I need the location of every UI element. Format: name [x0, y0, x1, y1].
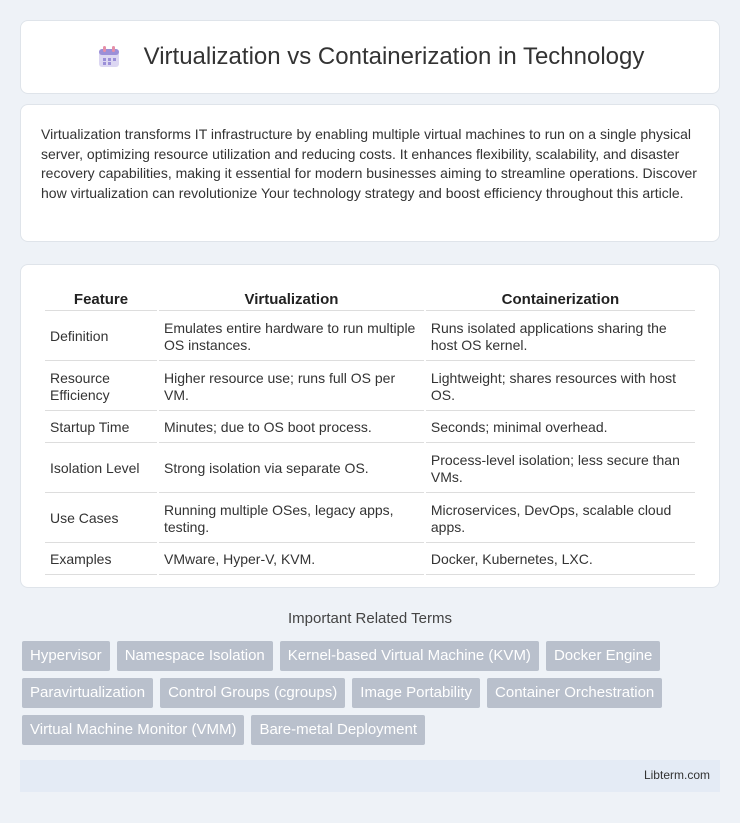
virtualization-cell: VMware, Hyper-V, KVM.: [159, 545, 424, 575]
feature-cell: Resource Efficiency: [45, 363, 157, 411]
containerization-cell: Process-level isolation; less secure than VMs.: [426, 445, 695, 493]
virtualization-cell: Minutes; due to OS boot process.: [159, 413, 424, 443]
title-card: [20, 20, 720, 94]
containerization-cell: Lightweight; shares resources with host OS.: [426, 363, 695, 411]
footer-site-link[interactable]: Libterm.com: [643, 768, 710, 782]
containerization-cell: Microservices, DevOps, scalable cloud apps.: [426, 495, 695, 543]
related-terms-list: [22, 641, 722, 745]
comparison-table: [43, 285, 697, 577]
term-tag[interactable]: Image Portability: [352, 678, 480, 708]
intro-card: [20, 104, 720, 242]
feature-cell: Isolation Level: [45, 445, 157, 493]
footer: [20, 760, 720, 792]
term-tag[interactable]: Namespace Isolation: [117, 641, 273, 671]
table-row: [45, 413, 695, 443]
table-row: [45, 363, 695, 411]
term-tag[interactable]: Virtual Machine Monitor (VMM): [22, 715, 244, 745]
term-tag[interactable]: Paravirtualization: [22, 678, 153, 708]
term-tag[interactable]: Kernel-based Virtual Machine (KVM): [280, 641, 539, 671]
feature-cell: Startup Time: [45, 413, 157, 443]
virtualization-cell: Running multiple OSes, legacy apps, testing.: [159, 495, 424, 543]
intro-paragraph: Virtualization transforms IT infrastructure by enabling multiple virtual machines to run on a single physical server, optimizing resource utilization and reducing costs. It enhances flexibility, scalability, and disaster recovery capabilities, making it essential for modern businesses aiming to streamline operations. Discover how virtualization can revolutionize Your technology strategy and boost efficiency throughout this article.: [41, 126, 697, 201]
virtualization-cell: Higher resource use; runs full OS per VM.: [159, 363, 424, 411]
virtualization-cell: Strong isolation via separate OS.: [159, 445, 424, 493]
page-title: Virtualization vs Containerization in Technology: [143, 43, 645, 70]
table-row: [45, 545, 695, 575]
term-tag[interactable]: Hypervisor: [22, 641, 110, 671]
term-tag[interactable]: Docker Engine: [546, 641, 660, 671]
feature-cell: Definition: [45, 313, 157, 361]
containerization-cell: Runs isolated applications sharing the host OS kernel.: [426, 313, 695, 361]
header-feature: Feature: [45, 287, 157, 311]
feature-cell: Examples: [45, 545, 157, 575]
containerization-cell: Seconds; minimal overhead.: [426, 413, 695, 443]
table-header-row: [45, 287, 695, 311]
calendar-icon: [96, 44, 122, 70]
related-terms-title: Important Related Terms: [288, 610, 452, 627]
table-row: [45, 313, 695, 361]
term-tag[interactable]: Container Orchestration: [487, 678, 662, 708]
term-tag[interactable]: Bare-metal Deployment: [251, 715, 425, 745]
header-virtualization: Virtualization: [159, 287, 424, 311]
table-row: [45, 495, 695, 543]
containerization-cell: Docker, Kubernetes, LXC.: [426, 545, 695, 575]
term-tag[interactable]: Control Groups (cgroups): [160, 678, 345, 708]
table-row: [45, 445, 695, 493]
header-containerization: Containerization: [426, 287, 695, 311]
feature-cell: Use Cases: [45, 495, 157, 543]
comparison-card: [20, 264, 720, 588]
virtualization-cell: Emulates entire hardware to run multiple OS instances.: [159, 313, 424, 361]
